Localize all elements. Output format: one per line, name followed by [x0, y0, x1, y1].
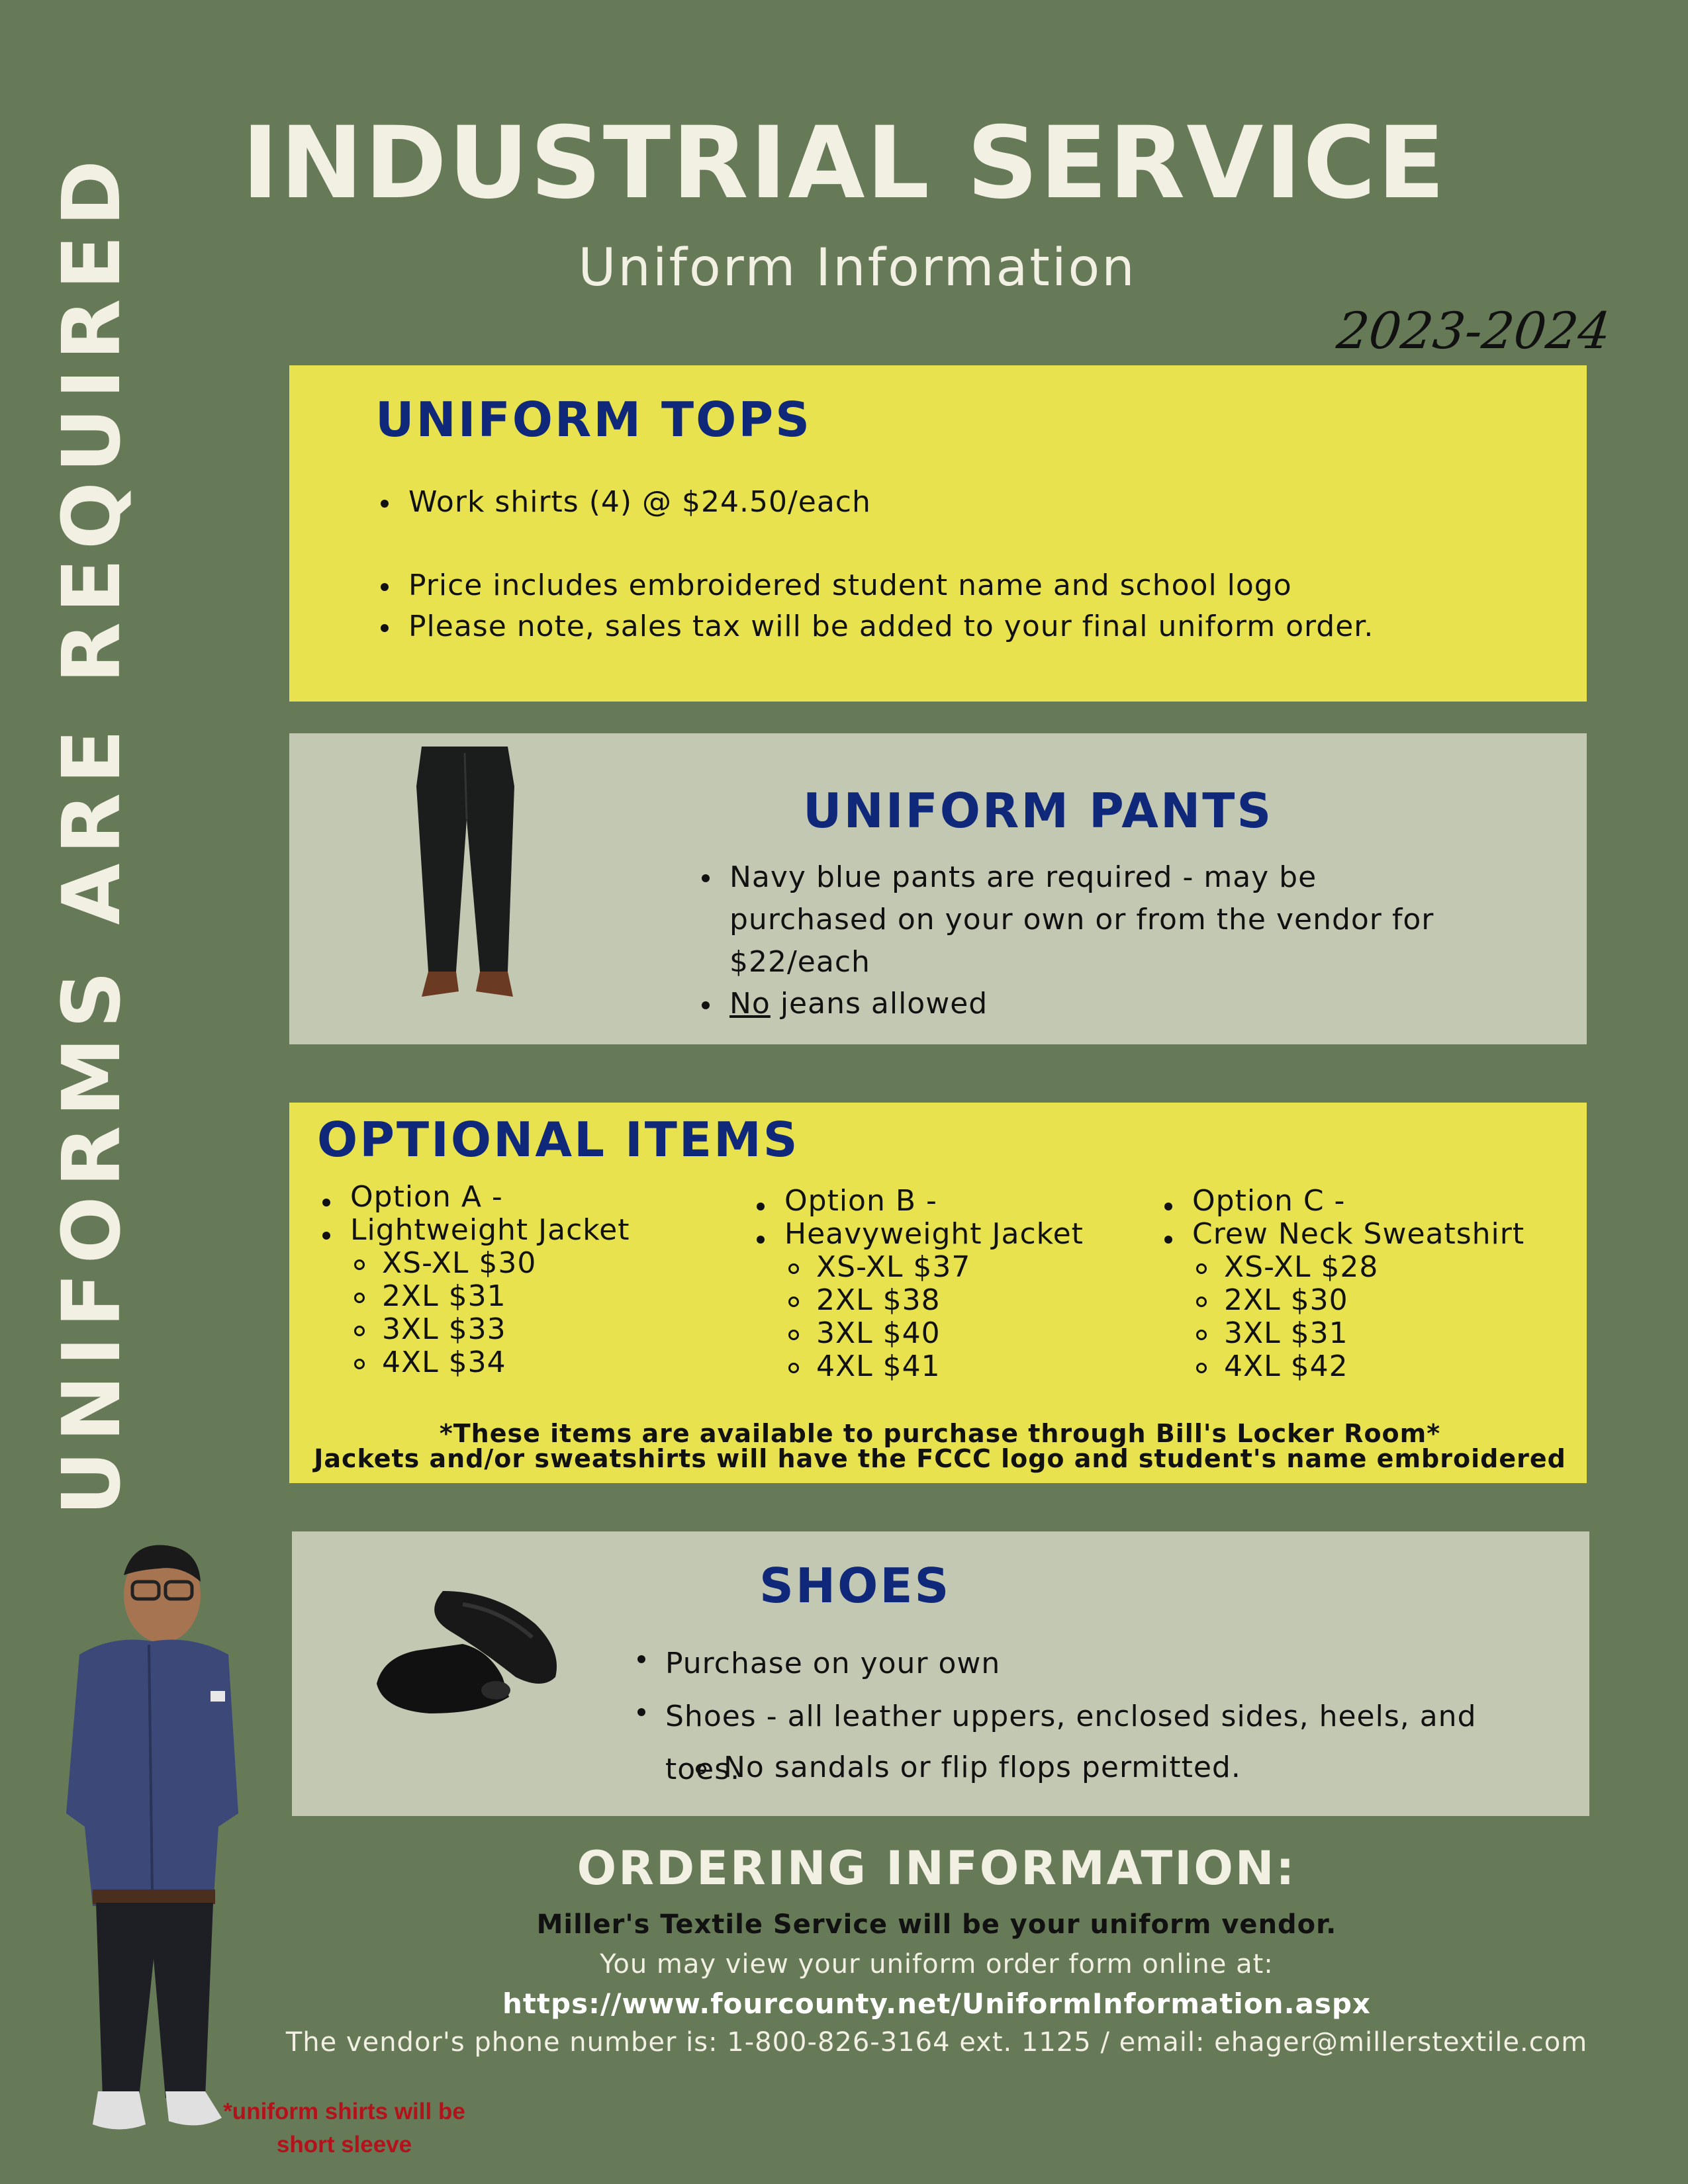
option-c-name: Crew Neck Sweatshirt	[1159, 1218, 1570, 1251]
size-price: 3XL $40	[782, 1317, 1149, 1350]
side-banner: UNIFORMS ARE REQUIRED	[46, 150, 138, 1516]
vendor-line: Miller's Textile Service will be your uniform vendor.	[536, 1909, 1337, 1940]
short-sleeve-note: *uniform shirts will be short sleeve	[223, 2099, 465, 2158]
list-item: Please note, sales tax will be added to your final uniform order.	[375, 606, 1554, 647]
option-a-label: Option A -	[317, 1181, 727, 1214]
list-item: No sandals or flip flops permitted.	[689, 1751, 1483, 1784]
optional-items-heading: OPTIONAL ITEMS	[317, 1112, 800, 1167]
ordering-heading: ORDERING INFORMATION:	[577, 1841, 1297, 1895]
size-price: 2XL $30	[1190, 1284, 1570, 1317]
size-price: 3XL $31	[1190, 1317, 1570, 1350]
list-item: Work shirts (4) @ $24.50/each	[375, 482, 1554, 523]
uniform-pants-heading: UNIFORM PANTS	[803, 783, 1274, 839]
shoes-image	[363, 1584, 569, 1723]
page-subtitle: Uniform Information	[578, 238, 1137, 298]
size-price: 4XL $41	[782, 1350, 1149, 1383]
uniform-pants-list	[696, 856, 1491, 1024]
uniform-pants-panel	[289, 733, 1587, 1044]
page-title: INDUSTRIAL SERVICE	[242, 106, 1446, 221]
list-item: Navy blue pants are required - may be purchased on your own or from the vendor for $22/each	[696, 856, 1484, 983]
option-c-label: Option C -	[1159, 1185, 1570, 1218]
uniform-tops-heading: UNIFORM TOPS	[375, 392, 812, 447]
list-item: Shoes - all leather uppers, enclosed sides, heels, and toes.	[632, 1690, 1559, 1796]
option-b-name: Heavyweight Jacket	[751, 1218, 1149, 1251]
size-price: XS-XL $37	[782, 1251, 1149, 1284]
size-price: 2XL $38	[782, 1284, 1149, 1317]
option-a	[317, 1181, 727, 1379]
optional-note-2: Jackets and/or sweatshirts will have the FCCC logo and student's name embroidered	[314, 1444, 1566, 1473]
shoes-panel	[292, 1531, 1589, 1816]
option-a-name: Lightweight Jacket	[317, 1214, 727, 1247]
size-price: 4XL $42	[1190, 1350, 1570, 1383]
underlined-no: No	[729, 987, 771, 1021]
uniform-tops-list	[375, 482, 1554, 647]
order-form-link[interactable]: https://www.fourcounty.net/UniformInformation.aspx	[502, 1987, 1372, 2020]
size-price: 3XL $33	[348, 1313, 727, 1346]
view-form-line: You may view your uniform order form online at:	[600, 1949, 1274, 1979]
list-item: Price includes embroidered student name and school logo	[375, 565, 1554, 606]
shoes-sub-list	[689, 1751, 1483, 1784]
option-c	[1159, 1185, 1570, 1383]
pants-image	[402, 747, 528, 1005]
list-item: Purchase on your own	[632, 1637, 1559, 1690]
shoes-heading: SHOES	[759, 1558, 951, 1614]
option-b	[751, 1185, 1149, 1383]
uniform-tops-panel	[289, 365, 1587, 702]
jeans-text: jeans allowed	[770, 987, 988, 1021]
size-price: 2XL $31	[348, 1280, 727, 1313]
student-photo	[40, 1535, 252, 2164]
list-item	[696, 983, 1491, 1024]
option-b-label: Option B -	[751, 1185, 1149, 1218]
size-price: XS-XL $28	[1190, 1251, 1570, 1284]
year-label: 2023-2024	[1334, 301, 1614, 360]
vendor-contact-line: The vendor's phone number is: 1-800-826-3164 ext. 1125 / email: ehager@millerstextile.com	[285, 2027, 1588, 2058]
optional-note-1: *These items are available to purchase through Bill's Locker Room*	[439, 1419, 1441, 1448]
size-price: 4XL $34	[348, 1346, 727, 1379]
size-price: XS-XL $30	[348, 1247, 727, 1280]
